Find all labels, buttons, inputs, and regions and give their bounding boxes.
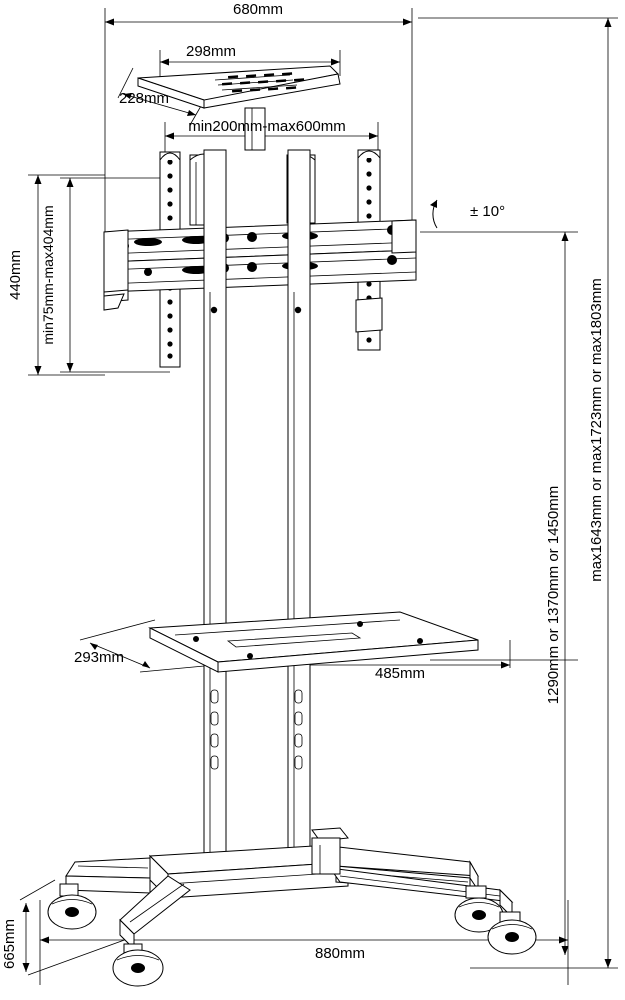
top-accessory-shelf (138, 66, 340, 150)
dim-tilt-angle: ± 10° (470, 203, 506, 220)
dim-column-heights: 1290mm or 1370mm or 1450mm (545, 485, 562, 705)
dim-top-shelf-width: 298mm (185, 43, 237, 60)
dim-base-depth: 665mm (1, 918, 18, 970)
dim-shelf-depth: 293mm (74, 649, 125, 666)
middle-shelf (150, 612, 478, 672)
dim-bracket-height: 440mm (7, 249, 24, 301)
dim-vesa-horizontal: min200mm-max600mm (188, 118, 346, 135)
dim-total-heights: max1643mm or max1723mm or max1803mm (588, 278, 605, 582)
dim-top-shelf-depth: 228mm (119, 90, 170, 107)
dim-base-width: 880mm (314, 945, 366, 962)
dim-shelf-width: 485mm (374, 665, 426, 682)
dim-overall-width: 680mm (232, 1, 284, 18)
tv-mount-bracket (104, 150, 416, 367)
caster-wheel-left-front (113, 944, 163, 986)
base-assembly (48, 828, 536, 986)
dim-vesa-vertical: min75mm-max404mm (40, 205, 56, 345)
